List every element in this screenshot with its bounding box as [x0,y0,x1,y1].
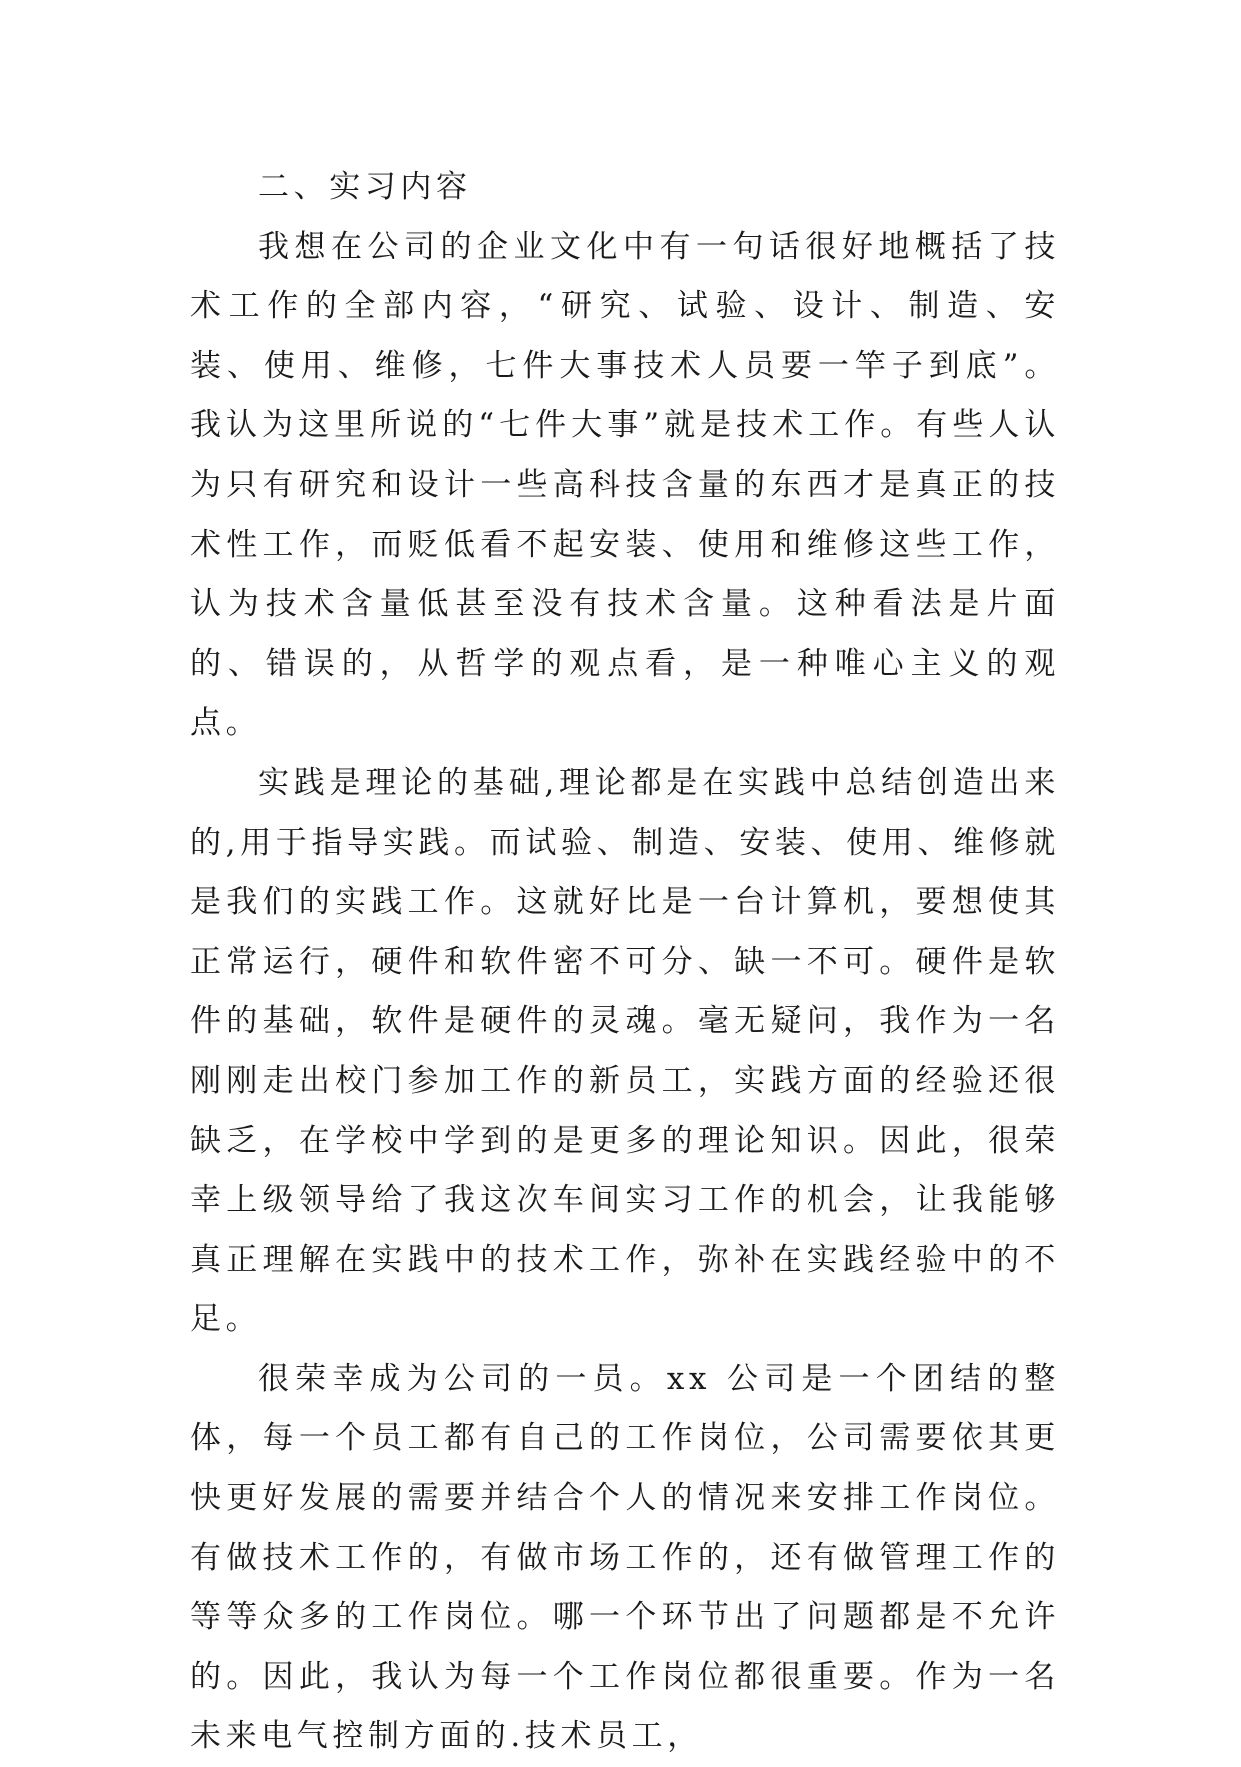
section-heading: 二、实习内容 [258,169,472,205]
paragraph-1: 我想在公司的企业文化中有一句话很好地概括了技术工作的全部内容，“研究、试验、设计、制造、安装、使用、维修，七件大事技术人员要一竿子到底”。我认为这里所说的“七件大事”就是技术工作。有些人认为只有研究和设计一些高科技含量的东西才是真正的技术性工作，而贬低看不起安装、使用和维修这些工作，认为技术含量低甚至没有技术含量。这种看法是片面的、错误的，从哲学的观点看，是一种唯心主义的观点。 [190,228,1060,742]
document-body [190,158,1060,1767]
paragraph-2: 实践是理论的基础,理论都是在实践中总结创造出来的,用于指导实践。而试验、制造、安装、使用、维修就是我们的实践工作。这就好比是一台计算机，要想使其正常运行，硬件和软件密不可分、缺一不可。硬件是软件的基础，软件是硬件的灵魂。毫无疑问，我作为一名刚刚走出校门参加工作的新员工，实践方面的经验还很缺乏，在学校中学到的是更多的理论知识。因此，很荣幸上级领导给了我这次车间实习工作的机会，让我能够真正理解在实践中的技术工作，弥补在实践经验中的不足。 [190,764,1060,1338]
paragraph-3: 很荣幸成为公司的一员。xx 公司是一个团结的整体，每一个员工都有自己的工作岗位，公司需要依其更快更好发展的需要并结合个人的情况来安排工作岗位。有做技术工作的，有做市场工作的，还有做管理工作的等等众多的工作岗位。哪一个环节出了问题都是不允许的。因此，我认为每一个工作岗位都很重要。作为一名未来电气控制方面的.技术员工， [190,1360,1060,1755]
